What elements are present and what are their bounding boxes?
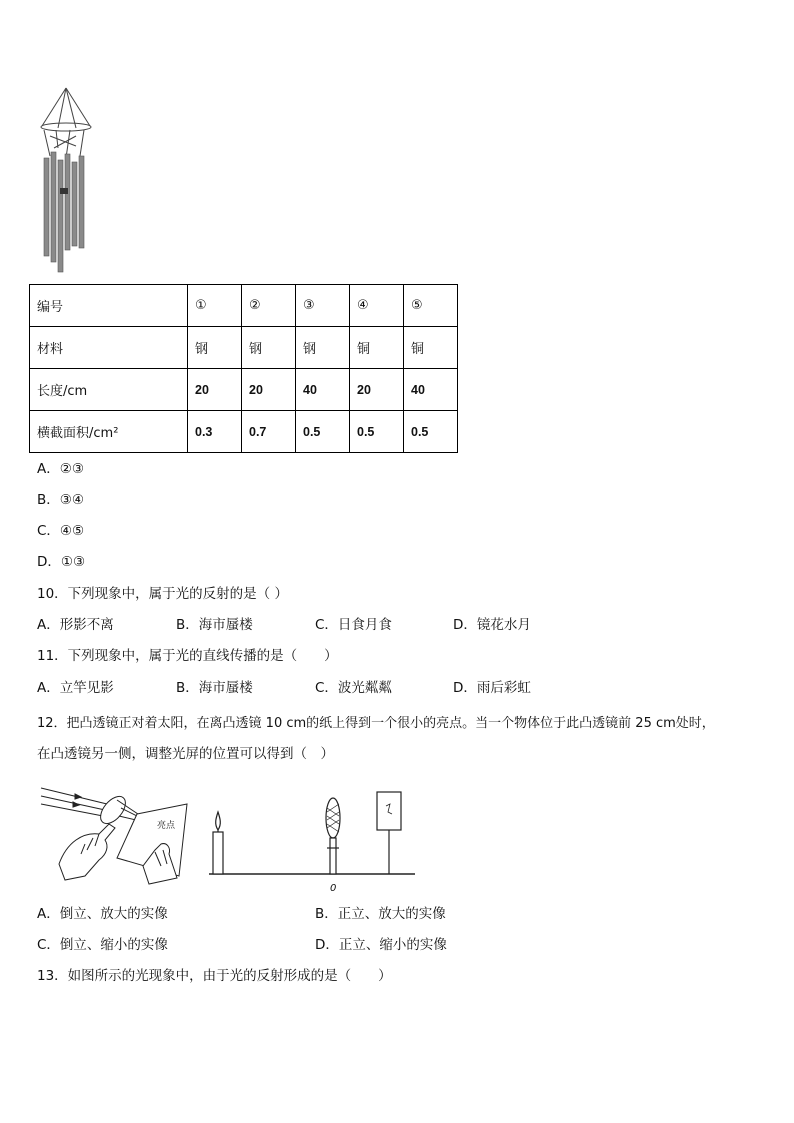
table-cell: 0.5 [404,411,458,453]
table-cell: ② [242,285,296,327]
table-row [30,285,458,327]
table-cell: 40 [296,369,350,411]
q10-option-d: D．镜花水月 [453,617,531,633]
row-header: 编号 [30,285,188,327]
table-cell: 钢 [296,327,350,369]
center-label: 0 [330,883,337,894]
q10-option-b: B．海市蜃楼 [176,617,253,633]
table-cell: 钢 [242,327,296,369]
q11-option-a: A．立竿见影 [37,680,114,696]
table-row [30,411,458,453]
q10-stem: 10．下列现象中，属于光的反射的是（ ） [37,586,288,602]
table-cell: 0.3 [188,411,242,453]
q11-stem: 11．下列现象中，属于光的直线传播的是（ ） [37,648,338,664]
q11-option-d: D．雨后彩虹 [453,680,531,696]
q12-option-a: A．倒立、放大的实像 [37,906,168,922]
table-cell: ① [188,285,242,327]
table-cell: ⑤ [404,285,458,327]
table-cell: 20 [242,369,296,411]
q11-option-b: B．海市蜃楼 [176,680,253,696]
q10-option-c: C．日食月食 [315,617,392,633]
materials-table [29,284,458,453]
optical-bench-figure [205,782,420,894]
table-cell: 0.7 [242,411,296,453]
q12-option-c: C．倒立、缩小的实像 [37,937,168,953]
q13-stem: 13．如图所示的光现象中，由于光的反射形成的是（ ） [37,968,392,984]
q10-option-a: A．形影不离 [37,617,114,633]
row-header: 长度/cm [30,369,188,411]
q12-option-d: D．正立、缩小的实像 [315,937,447,953]
table-cell: 0.5 [296,411,350,453]
table-cell: 40 [404,369,458,411]
wind-chime-figure [36,86,96,276]
row-header: 材料 [30,327,188,369]
table-cell: ③ [296,285,350,327]
table-cell: 钢 [188,327,242,369]
lens-focus-figure [37,780,207,892]
q9-option-d: D．①③ [37,554,86,570]
table-cell: ④ [350,285,404,327]
table-cell: 铜 [404,327,458,369]
q9-option-a: A．②③ [37,461,84,477]
q11-option-c: C．波光粼粼 [315,680,392,696]
table-cell: 铜 [350,327,404,369]
q12-stem-line2: 在凸透镜另一侧，调整光屏的位置可以得到（ ） [37,746,334,762]
q12-stem-line1: 12．把凸透镜正对着太阳，在离凸透镜 10 cm的纸上得到一个很小的亮点。当一个物体位于此凸透镜前 25 cm处时， [37,716,715,731]
spot-label: 亮点 [157,821,176,831]
table-cell: 20 [350,369,404,411]
table-cell: 20 [188,369,242,411]
table-row [30,327,458,369]
table-row [30,369,458,411]
table-cell: 0.5 [350,411,404,453]
q12-option-b: B．正立、放大的实像 [315,906,446,922]
q9-option-b: B．③④ [37,492,84,508]
row-header: 横截面积/cm² [30,411,188,453]
q9-option-c: C．④⑤ [37,523,85,539]
